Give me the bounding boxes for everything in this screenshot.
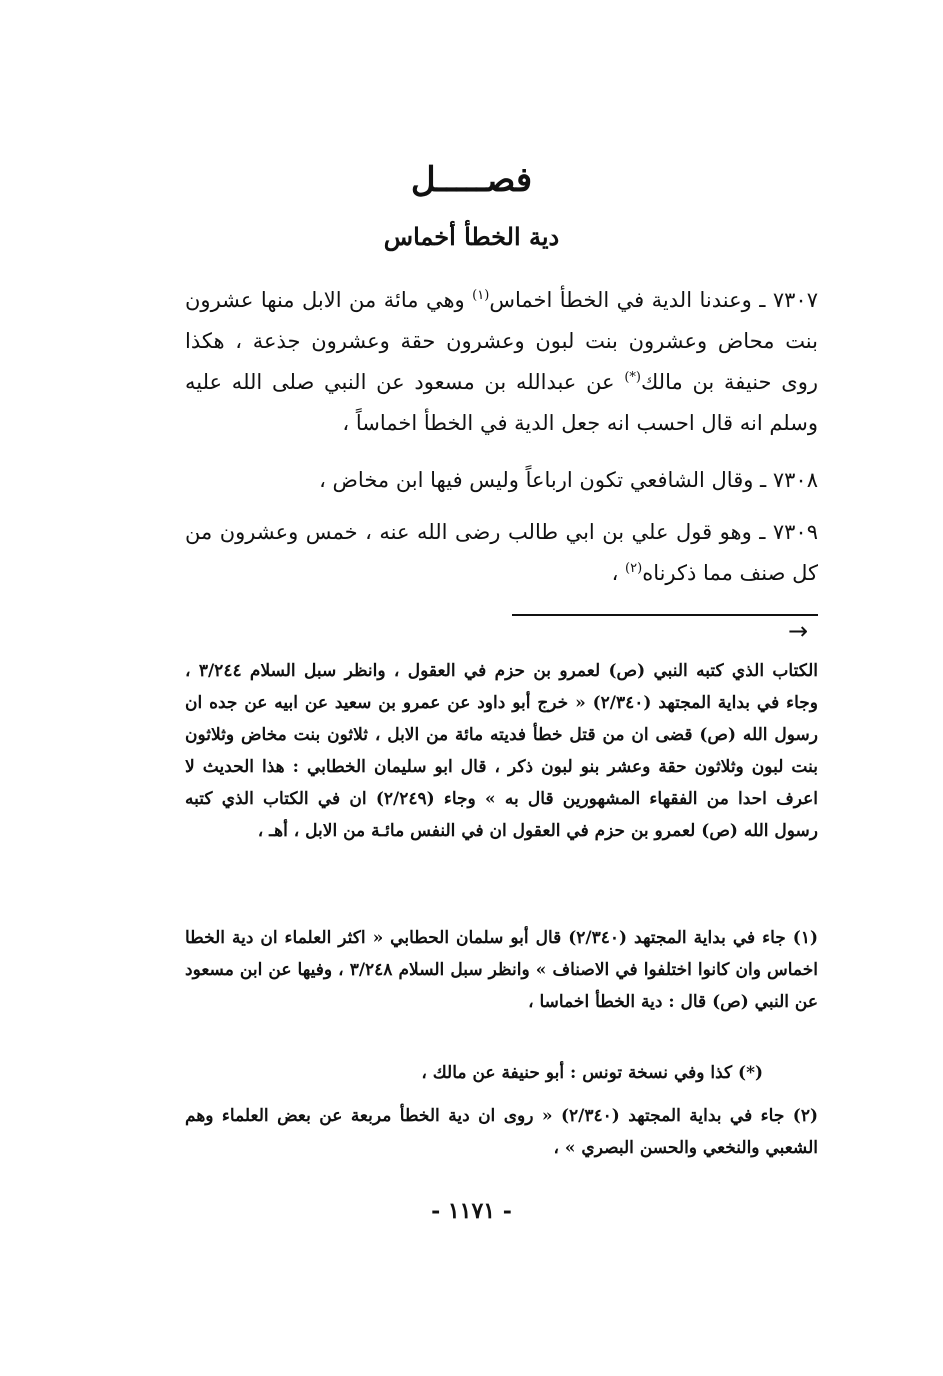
footnote-continuation: الكتاب الذي كتبه النبي (ص) لعمرو بن حزم في العقول ، وانظر سبل السلام ٣/٢٤٤ ، وجاء في بداية المجتهد (٢/٣٤٠) « خرج أبو داود عن عمرو بن سعيد عن ابيه عن جده ان رسول الله (ص) قضى ان من قتل خطأ فديته مائة من الابل ، ثلاثون بنت مخاض وثلاثون بنت لبون وثلاثون حقة وعشر بنو لبون ذكر ، قال ابو سليمان الخطابي : هذا الحديث لا اعرف احدا من الفقهاء المشهورين قال به » وجاء (٢/٢٤٩) ان في الكتاب الذي كتبه رسول الله (ص) لعمرو بن حزم في العقول ان في النفس مائـة من الابل ، أهـ ،	[185, 661, 819, 841]
footnote-divider	[512, 614, 818, 616]
paragraph-7309-text-a: ٧٣٠٩ ـ وهو قول علي بن ابي طالب رضى الله عنه ، خمس وعشرون من كل صنف مما ذكرناه	[185, 520, 818, 585]
section-title: فصـــــل	[410, 160, 533, 200]
paragraph-7308: ٧٣٠٨ ـ وقال الشافعي تكون ارباعاً وليس فيها ابن مخاض ،	[319, 468, 818, 492]
footnote-star-text: (*) كذا وفي نسخة تونس : أبو حنيفة عن مالك ،	[421, 1063, 763, 1083]
section-subtitle: دية الخطأ أخماس	[383, 222, 560, 251]
footnote-ref-2: (٢)	[625, 561, 643, 576]
footnote-2: (٢) جاء في بداية المجتهد (٢/٣٤٠) « روى ان دية الخطأ مربعة عن بعض العلماء وهم الشعبي والنخعي والحسن البصري » ،	[185, 1106, 818, 1158]
continuation-arrow-icon: →	[788, 617, 809, 645]
footnote-star	[185, 1057, 818, 1089]
paragraph-7307	[185, 280, 818, 444]
paragraph-7307-text-a: ٧٣٠٧ ـ وعندنا الدية في الخطأ اخماس	[489, 288, 818, 312]
paragraph-7307-text-c: عن عبدالله بن مسعود عن النبي صلى الله عليه وسلم انه قال احسب انه جعل الدية في الخطأ اخماساً ،	[185, 370, 818, 435]
paragraph-7307-text-b: وهي مائة من الابل منها عشرون بنت محاض وعشرون بنت لبون وعشرون حقة وعشرون جذعة ، هكذا روى حنيفة بن مالك	[185, 288, 818, 394]
page-number: - ١١٧١ -	[431, 1198, 512, 1224]
paragraph-7309-text-b: ،	[611, 561, 626, 585]
paragraph-7309	[185, 512, 818, 594]
footnote-ref-star: (*)	[624, 370, 641, 385]
footnote-1: (١) جاء في بداية المجتهد (٢/٣٤٠) قال أبو سلمان الحطابي « اكثر العلماء ان دية الخطا اخماس وان كانوا اختلفوا في الاصناف » وانظر سبل السلام ٣/٢٤٨ ، وفيها عن ابن مسعود عن النبي (ص) قال : دية الخطأ اخماسا ،	[185, 928, 818, 1012]
footnote-ref-1: (١)	[472, 288, 490, 303]
